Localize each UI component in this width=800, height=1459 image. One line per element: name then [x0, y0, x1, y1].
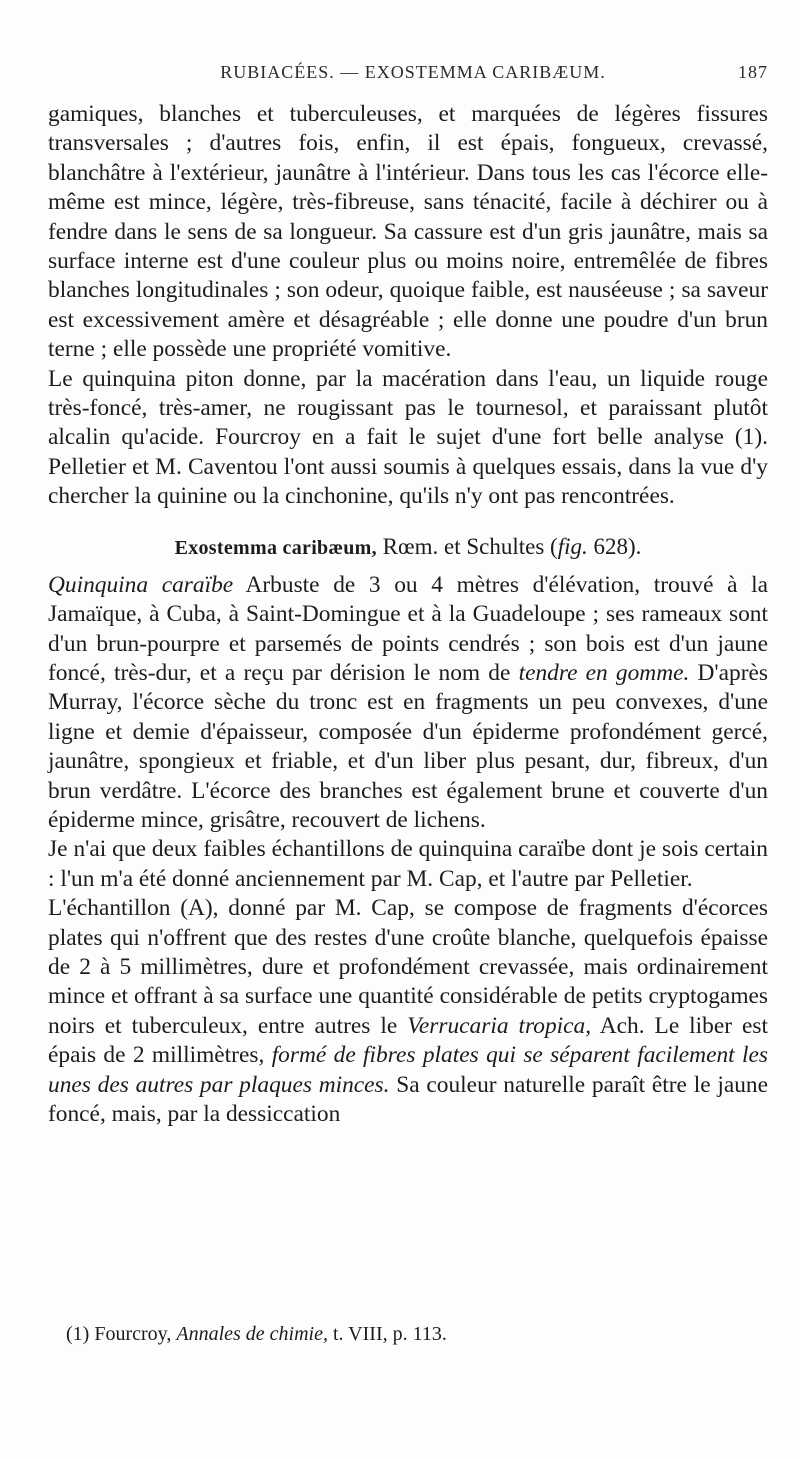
body-text: [48, 100, 768, 1129]
paragraph-text: D'après Murray, l'écorce sèche du tronc est en fragments un peu convexes, d'une ligne et demie d'épaisseur, composée d'un épiderme profondément gercé, jaunâtre, spongieux et friable, et d'un liber plus pesant, dur, fibreux, d'un brun verdâtre. L'écorce des branches est également brune et couverte d'un épiderme mince, grisâtre, recouvert de lichens.: [48, 659, 768, 833]
running-head: [48, 62, 768, 90]
common-name: Quinquina caraïbe: [48, 571, 234, 598]
running-head-title: RUBIACÉES. — EXOSTEMMA CARIBÆUM.: [220, 62, 606, 82]
footnote-journal: Annales de chimie,: [176, 1323, 328, 1345]
paragraph-continuation: gamiques, blanches et tuberculeuses, et marquées de légères fissures transversales ; d'autres fois, enfin, il est épais, fongueux, crevassé, blanchâtre à l'extérieur, jaunâtre à l'intérieur. Dans tous les cas l'écorce elle-même est mince, légère, très-fibreuse, sans ténacité, facile à déchirer ou à fendre dans le sens de sa longueur. Sa cassure est d'un gris jaunâtre, mais sa surface interne est d'une couleur plus ou moins noire, entremêlée de fibres blanches longitudinales ; son odeur, quoique faible, est nauséeuse ; sa saveur est excessivement amère et désagréable ; elle donne une poudre d'un brun terne ; elle possède une propriété vomitive.: [48, 101, 768, 363]
species-authors: Rœm. et Schultes: [382, 533, 545, 559]
italic-description: formé de fibres plates qui se séparent facilement les unes des autres par plaques minces.: [48, 1042, 768, 1098]
species-name: Exostemma caribæum,: [174, 536, 377, 559]
paragraph-text: Ach. Le liber est épais de 2 millimètres,: [48, 1012, 768, 1069]
figure-ref-label: fig.: [557, 533, 588, 559]
paragraph-echantillons: Je n'ai que deux faibles échantillons de quinquina caraïbe dont je sois certain : l'un m'a été donné anciennement par M. Cap, et l'autre par Pelletier.: [48, 836, 768, 892]
figure-ref-number: 628).: [593, 533, 642, 559]
footnote-reference: t. VIII, p. 113.: [332, 1323, 447, 1345]
species-heading: [48, 532, 768, 563]
paragraph-text: L'échantillon (A), donné par M. Cap, se compose de fragments d'écorces plates qui n'offrent que des restes d'une croûte blanche, quelquefois épaisse de 2 à 5 millimètres, dure et profondément crevassée, mais ordinairement mince et offrant à sa surface une quantité considérable de petits cryptogames noirs et tuberculeux, entre autres le: [48, 895, 768, 1039]
footnote-marker: (1): [66, 1323, 90, 1345]
page-number: 187: [738, 62, 768, 82]
paragraph-text: Sa couleur naturelle paraît être le jaune foncé, mais, par la dessiccation: [48, 1071, 768, 1127]
footnote-author: Fourcroy,: [94, 1323, 172, 1345]
paragraph-quinquina-piton: Le quinquina piton donne, par la macération dans l'eau, un liquide rouge très-foncé, très-amer, ne rougissant pas le tournesol, et paraissant plutôt alcalin qu'acide. Fourcroy en a fait le sujet d'une fort belle analyse (1). Pelletier et M. Caventou l'ont aussi soumis à quelques essais, dans la vue d'y chercher la quinine ou la cinchonine, qu'ils n'y ont pas rencontrées.: [48, 365, 768, 510]
footnote: [66, 1321, 766, 1347]
italic-species: Verrucaria tropica,: [407, 1012, 592, 1039]
paragraph-text: Arbuste de 3 ou 4 mètres d'élévation, trouvé à la Jamaïque, à Cuba, à Saint-Domingue et à la Guadeloupe ; ses rameaux sont d'un brun-pourpre et parsemés de points cendrés ; son bois est d'un jaune foncé, très-dur, et a reçu par dérision le nom de: [48, 571, 768, 686]
paragraph-quinquina-caraibe: [48, 571, 768, 836]
paragraph-echantillon-a: [48, 894, 768, 1129]
figure-ref-open: (: [550, 533, 558, 559]
italic-term: tendre en gomme.: [518, 659, 690, 686]
